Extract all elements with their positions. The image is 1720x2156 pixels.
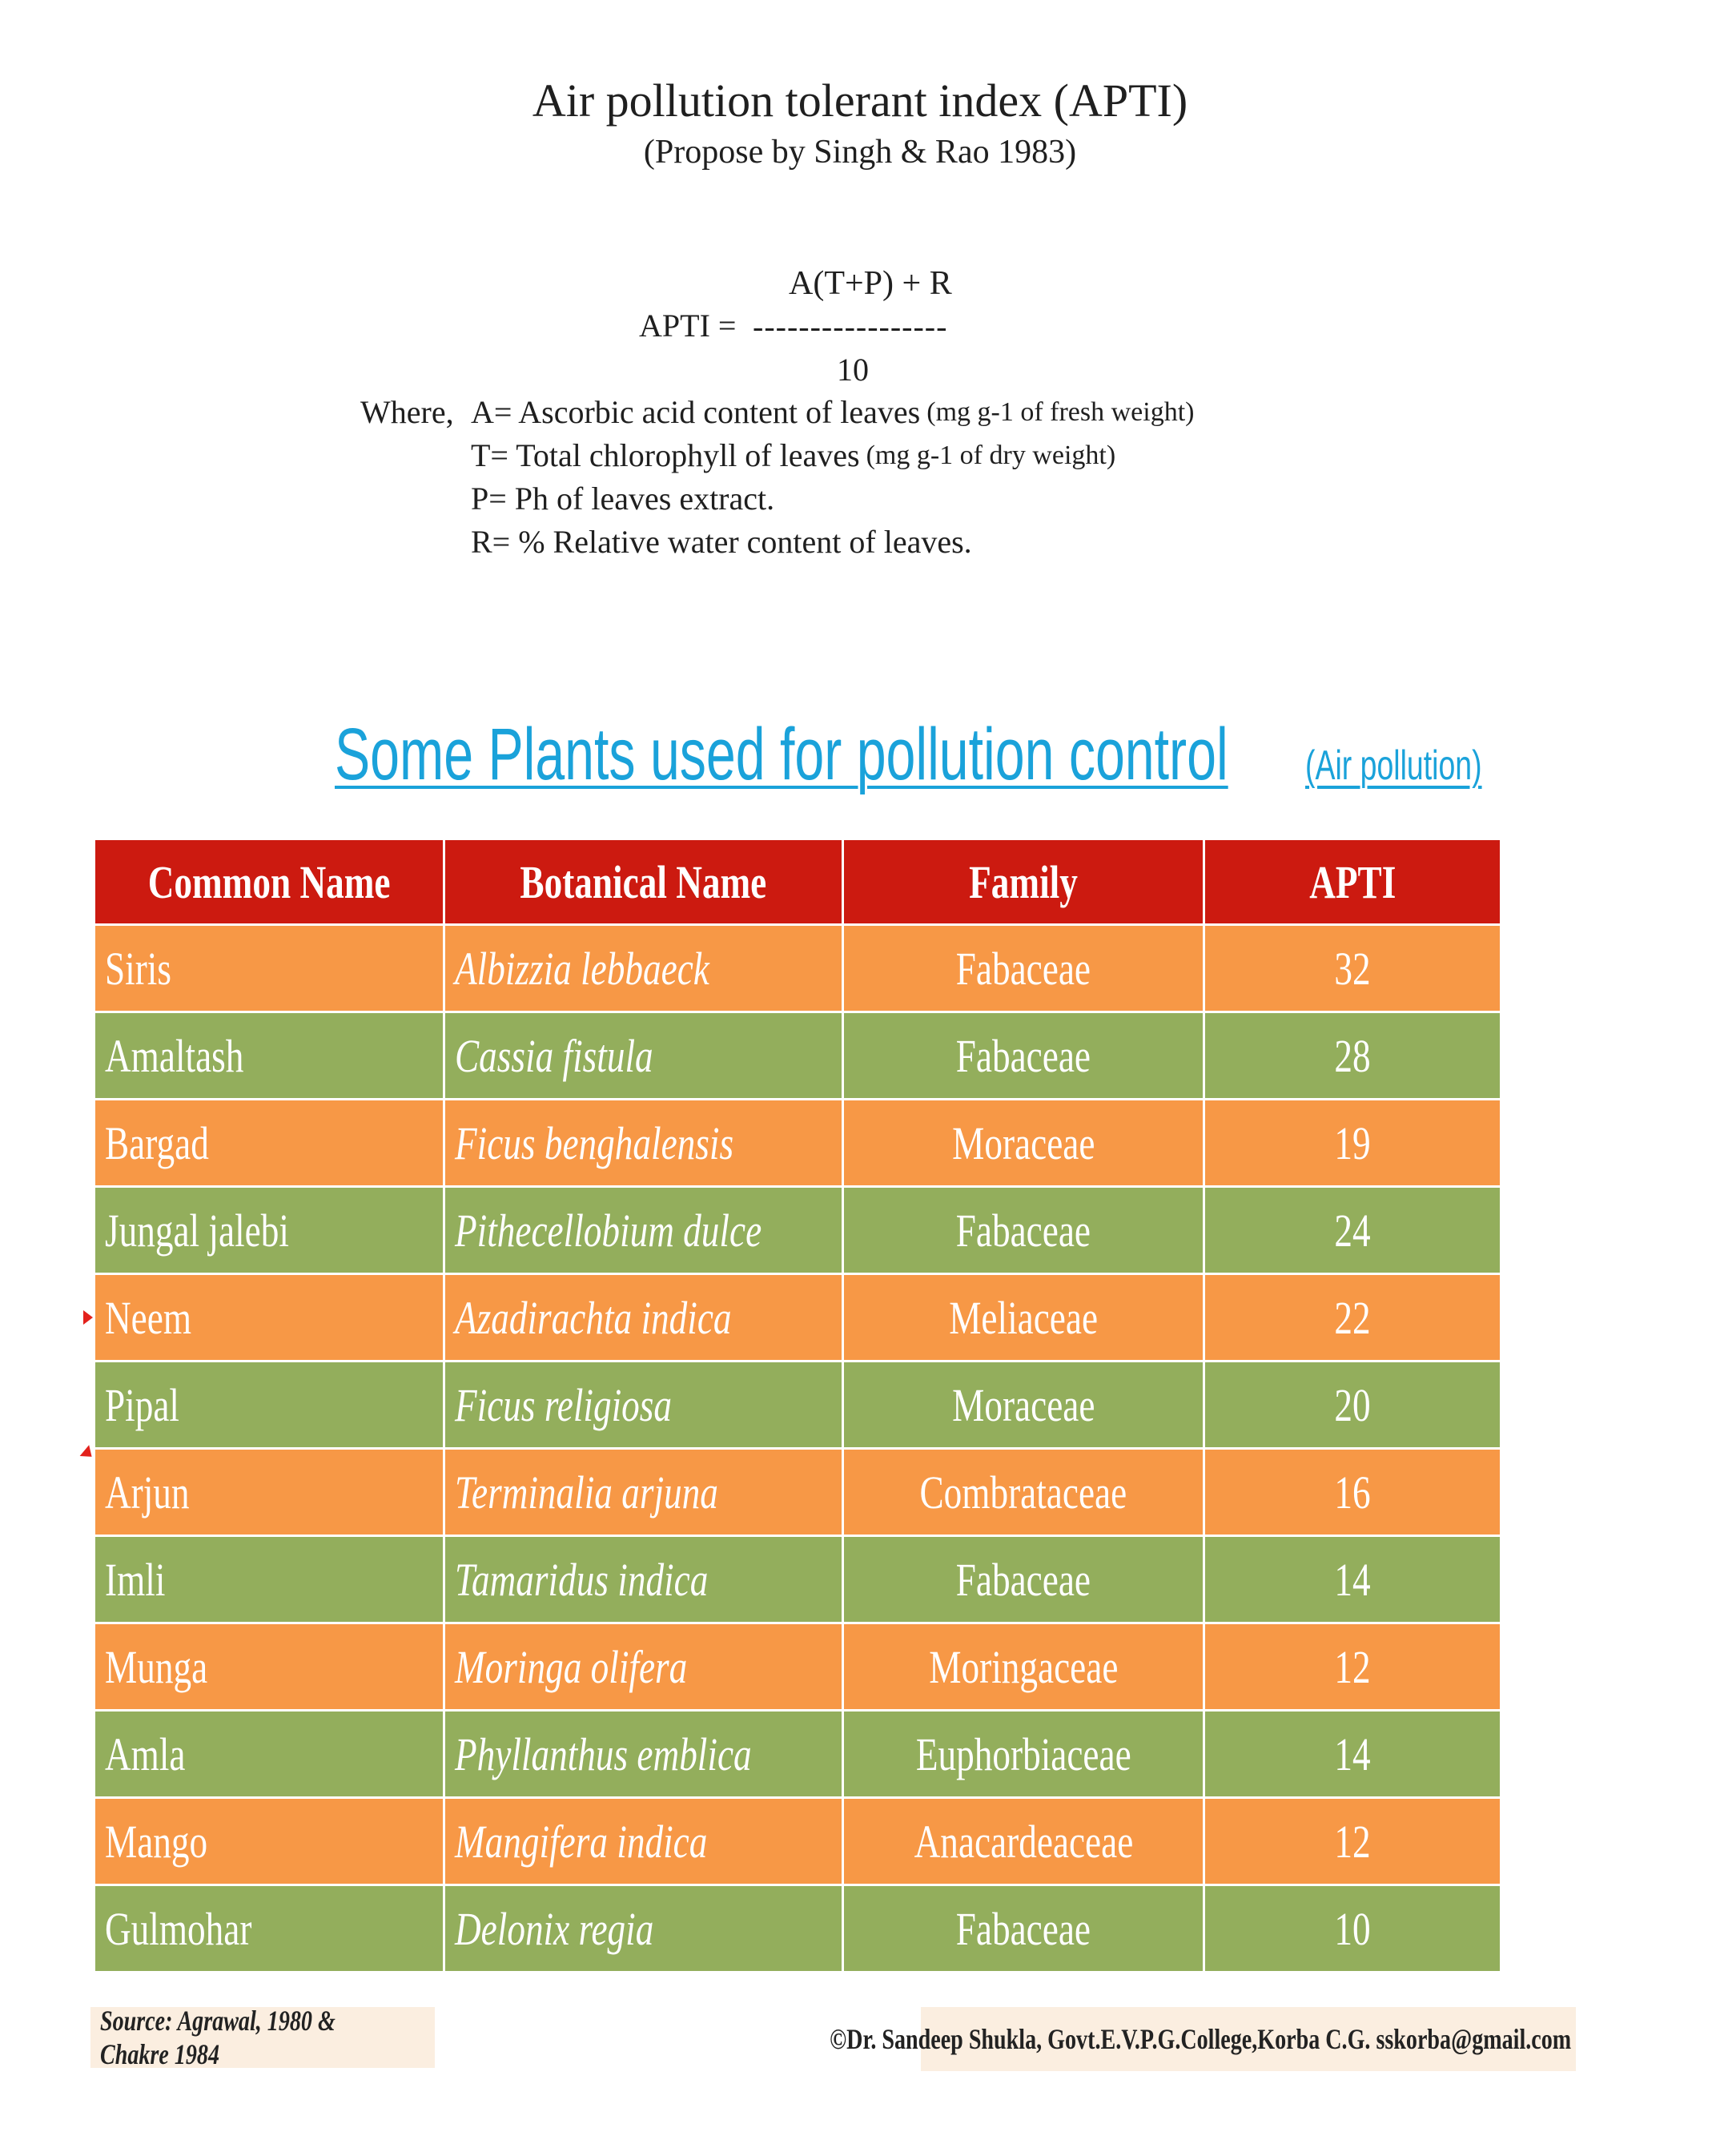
definition-t bbox=[360, 434, 1195, 477]
table-row bbox=[94, 1274, 1501, 1362]
cell-family: Combrataceae bbox=[843, 1449, 1204, 1536]
formula-definitions bbox=[360, 391, 1195, 564]
cell-family: Moraceae bbox=[843, 1362, 1204, 1449]
cell-apti: 24 bbox=[1204, 1187, 1501, 1274]
definition-text: P= Ph of leaves extract. bbox=[471, 481, 775, 517]
column-header-apti: APTI bbox=[1204, 839, 1501, 925]
definition-r bbox=[360, 521, 1195, 564]
cell-family: Fabaceae bbox=[843, 1012, 1204, 1100]
copyright-note: ©Dr. Sandeep Shukla, Govt.E.V.P.G.College,Korba C.G. sskorba@gmail.com bbox=[921, 2007, 1576, 2071]
cell-botanical-name: Delonix regia bbox=[444, 1885, 843, 1973]
section-heading-main: Some Plants used for pollution control bbox=[335, 714, 1228, 795]
table-row bbox=[94, 925, 1501, 1012]
column-header-botanical-name: Botanical Name bbox=[444, 839, 843, 925]
cell-common-name: Bargad bbox=[94, 1100, 444, 1187]
table-row bbox=[94, 1362, 1501, 1449]
cell-common-name: Amaltash bbox=[94, 1012, 444, 1100]
definitions-prefix: Where, bbox=[360, 394, 454, 430]
cell-apti: 22 bbox=[1204, 1274, 1501, 1362]
definition-text: A= Ascorbic acid content of leaves bbox=[471, 394, 921, 430]
cell-apti: 19 bbox=[1204, 1100, 1501, 1187]
cell-family: Euphorbiaceae bbox=[843, 1711, 1204, 1798]
cell-apti: 14 bbox=[1204, 1536, 1501, 1623]
cell-family: Moraceae bbox=[843, 1100, 1204, 1187]
section-heading-sub: (Air pollution) bbox=[1304, 742, 1482, 789]
definition-text: T= Total chlorophyll of leaves bbox=[471, 437, 860, 473]
cell-botanical-name: Moringa olifera bbox=[444, 1623, 843, 1711]
cell-botanical-name: Mangifera indica bbox=[444, 1798, 843, 1885]
cell-common-name: Neem bbox=[94, 1274, 444, 1362]
table-row bbox=[94, 1711, 1501, 1798]
cell-family: Fabaceae bbox=[843, 925, 1204, 1012]
cell-common-name: Gulmohar bbox=[94, 1885, 444, 1973]
table-row bbox=[94, 1012, 1501, 1100]
section-heading bbox=[335, 713, 1550, 797]
formula-denominator: 10 bbox=[837, 352, 869, 388]
table-row bbox=[94, 1449, 1501, 1536]
formula-numerator: A(T+P) + R bbox=[789, 265, 952, 302]
cell-family: Fabaceae bbox=[843, 1885, 1204, 1973]
column-header-common-name: Common Name bbox=[94, 839, 444, 925]
cell-apti: 12 bbox=[1204, 1798, 1501, 1885]
definition-p bbox=[360, 477, 1195, 521]
cell-common-name: Jungal jalebi bbox=[94, 1187, 444, 1274]
cell-apti: 12 bbox=[1204, 1623, 1501, 1711]
cell-family: Meliaceae bbox=[843, 1274, 1204, 1362]
cell-common-name: Imli bbox=[94, 1536, 444, 1623]
cell-botanical-name: Pithecellobium dulce bbox=[444, 1187, 843, 1274]
table-row bbox=[94, 1100, 1501, 1187]
formula-label: APTI = bbox=[639, 308, 737, 344]
cell-common-name: Arjun bbox=[94, 1449, 444, 1536]
cell-botanical-name: Azadirachta indica bbox=[444, 1274, 843, 1362]
cell-apti: 14 bbox=[1204, 1711, 1501, 1798]
cell-apti: 32 bbox=[1204, 925, 1501, 1012]
page-subtitle: (Propose by Singh & Rao 1983) bbox=[643, 134, 1077, 171]
cell-family: Moringaceae bbox=[843, 1623, 1204, 1711]
table-row bbox=[94, 1536, 1501, 1623]
plants-table bbox=[93, 838, 1502, 1973]
table-header-row bbox=[94, 839, 1501, 925]
cell-family: Fabaceae bbox=[843, 1187, 1204, 1274]
page-title: Air pollution tolerant index (APTI) bbox=[532, 74, 1188, 127]
cell-botanical-name: Terminalia arjuna bbox=[444, 1449, 843, 1536]
table-row bbox=[94, 1187, 1501, 1274]
column-header-family: Family bbox=[843, 839, 1204, 925]
definition-a bbox=[360, 391, 1195, 434]
cell-apti: 16 bbox=[1204, 1449, 1501, 1536]
cell-botanical-name: Cassia fistula bbox=[444, 1012, 843, 1100]
cell-common-name: Pipal bbox=[94, 1362, 444, 1449]
definition-note: (mg g-1 of fresh weight) bbox=[926, 397, 1195, 427]
marker-arrow-icon bbox=[83, 1310, 93, 1325]
cell-botanical-name: Phyllanthus emblica bbox=[444, 1711, 843, 1798]
cell-apti: 20 bbox=[1204, 1362, 1501, 1449]
cell-family: Anacardeaceae bbox=[843, 1798, 1204, 1885]
table-row bbox=[94, 1623, 1501, 1711]
cell-botanical-name: Ficus benghalensis bbox=[444, 1100, 843, 1187]
table-row bbox=[94, 1885, 1501, 1973]
cell-apti: 10 bbox=[1204, 1885, 1501, 1973]
cell-botanical-name: Tamaridus indica bbox=[444, 1536, 843, 1623]
cell-common-name: Munga bbox=[94, 1623, 444, 1711]
source-note: Source: Agrawal, 1980 & Chakre 1984 bbox=[90, 2007, 435, 2068]
cell-common-name: Amla bbox=[94, 1711, 444, 1798]
cell-botanical-name: Ficus religiosa bbox=[444, 1362, 843, 1449]
cell-botanical-name: Albizzia lebbaeck bbox=[444, 925, 843, 1012]
cell-common-name: Siris bbox=[94, 925, 444, 1012]
definition-note: (mg g-1 of dry weight) bbox=[866, 440, 1116, 470]
formula-fraction-bar: ----------------- bbox=[753, 308, 948, 344]
cell-apti: 28 bbox=[1204, 1012, 1501, 1100]
cell-common-name: Mango bbox=[94, 1798, 444, 1885]
definition-text: R= % Relative water content of leaves. bbox=[471, 524, 972, 560]
cell-family: Fabaceae bbox=[843, 1536, 1204, 1623]
table-row bbox=[94, 1798, 1501, 1885]
